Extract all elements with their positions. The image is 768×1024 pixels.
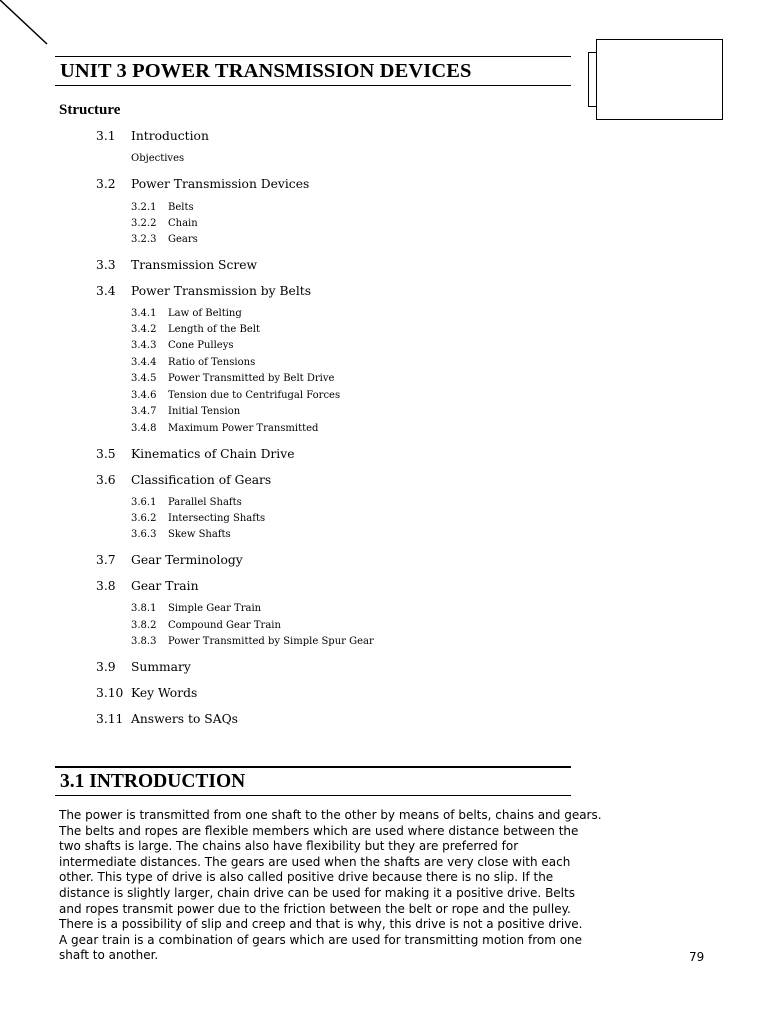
toc-subitem-label: Power Transmitted by Belt Drive	[168, 373, 335, 384]
unit-header	[55, 56, 571, 86]
toc-subitem-number: 3.4.1	[131, 308, 157, 319]
paragraph-line: A gear train is a combination of gears which are used for transmitting motion from one	[59, 932, 583, 947]
toc-subitem-label: Chain	[168, 218, 198, 229]
introduction-title: 3.1 INTRODUCTION	[60, 771, 246, 792]
toc-subitem-label: Power Transmitted by Simple Spur Gear	[168, 636, 374, 647]
toc-subitem-label: Skew Shafts	[168, 529, 231, 540]
toc-subitem-number: 3.8.1	[131, 603, 157, 614]
toc-item-label: Power Transmission by Belts	[131, 284, 312, 298]
paragraph-line: two shafts is large. The chains also have flexibility but they are preferred for	[59, 839, 519, 854]
toc-item-label: Introduction	[131, 129, 209, 143]
toc-subitem-number: 3.8.2	[131, 620, 157, 631]
paragraph-line: shaft to another.	[59, 948, 159, 963]
paragraph-line: There is a possibility of slip and creep and that is why, this drive is not a positive drive.	[59, 917, 583, 932]
toc-subitem-number: 3.4.3	[131, 340, 157, 351]
toc-item-label: Summary	[131, 660, 191, 674]
toc-subitem-label: Simple Gear Train	[168, 603, 262, 614]
introduction-header	[55, 766, 571, 796]
toc-item-number: 3.8	[96, 579, 116, 593]
toc-subitem-number: 3.2.3	[131, 234, 157, 245]
toc-item-number: 3.6	[96, 473, 116, 487]
toc-subitem-number: 3.8.3	[131, 636, 157, 647]
paragraph-line: The belts and ropes are flexible members which are used where distance between the	[59, 823, 579, 838]
toc-subitem-label: Tension due to Centrifugal Forces	[168, 390, 341, 401]
introduction-body	[59, 808, 602, 964]
toc-item-label: Answers to SAQs	[131, 712, 238, 726]
toc-item-number: 3.10	[96, 686, 124, 700]
toc-item-number: 3.2	[96, 177, 116, 191]
toc-item-number: 3.7	[96, 553, 116, 567]
toc-subitem-label: Initial Tension	[168, 406, 241, 417]
toc-subitem-label: Compound Gear Train	[168, 620, 281, 631]
toc-subitem-number: 3.4.8	[131, 423, 157, 434]
toc-subitem-number: 3.2.1	[131, 202, 157, 213]
paragraph-line: The power is transmitted from one shaft to the other by means of belts, chains and gears.	[59, 808, 602, 822]
toc-subitem-label: Cone Pulleys	[168, 340, 234, 351]
toc-subitem-number: 3.6.3	[131, 529, 157, 540]
unit-title: UNIT 3 POWER TRANSMISSION DEVICES	[60, 60, 472, 82]
toc-subitem-label: Law of Belting	[168, 308, 242, 319]
toc-item-number: 3.3	[96, 258, 116, 272]
toc-subitem-label: Length of the Belt	[168, 324, 260, 335]
toc-subitem-label: Ratio of Tensions	[168, 357, 256, 368]
toc-item-label: Gear Terminology	[131, 553, 243, 567]
toc-subitem-number: 3.4.7	[131, 406, 157, 417]
margin-box-tab	[588, 52, 596, 107]
toc-subitem-label: Parallel Shafts	[168, 497, 242, 508]
toc-item-label: Power Transmission Devices	[131, 177, 310, 191]
toc-item-number: 3.11	[96, 712, 124, 726]
toc-item-label: Gear Train	[131, 579, 199, 593]
toc-subitem-number: 3.4.5	[131, 373, 157, 384]
toc-subitem-label: Gears	[168, 234, 198, 245]
toc-subitem-number: 3.4.4	[131, 357, 157, 368]
page-number: 79	[689, 950, 705, 964]
paragraph-line: other. This type of drive is also called positive drive because there is no slip. If the	[59, 870, 554, 885]
toc-subitem-label: Maximum Power Transmitted	[168, 423, 319, 434]
margin-note-box	[596, 39, 723, 120]
paragraph-line: intermediate distances. The gears are used when the shafts are very close with each	[59, 854, 571, 869]
toc-subitem-label: Belts	[168, 202, 194, 213]
structure-heading: Structure	[59, 102, 121, 118]
paragraph-line: distance is slightly larger, chain drive can be used for making it a positive drive. Belts	[59, 885, 575, 900]
toc-item-label: Transmission Screw	[131, 258, 258, 272]
toc-item-number: 3.5	[96, 447, 116, 461]
toc-subitem-number: 3.6.2	[131, 513, 157, 524]
toc-item-number: 3.4	[96, 284, 116, 298]
toc-subitem-number: 3.4.2	[131, 324, 157, 335]
toc-item-number: 3.1	[96, 129, 116, 143]
toc-subitem-number: 3.6.1	[131, 497, 157, 508]
corner-diagonal-line	[0, 0, 60, 60]
toc-item-label: Kinematics of Chain Drive	[131, 447, 295, 461]
toc-item-label: Key Words	[131, 686, 198, 700]
toc-subitem-label: Intersecting Shafts	[168, 513, 266, 524]
toc-item-label: Classification of Gears	[131, 473, 272, 487]
toc-sub-note: Objectives	[131, 153, 185, 164]
toc-item-number: 3.9	[96, 660, 116, 674]
toc-subitem-number: 3.4.6	[131, 390, 157, 401]
paragraph-line: and ropes transmit power due to the friction between the belt or rope and the pulley.	[59, 901, 571, 916]
toc-subitem-number: 3.2.2	[131, 218, 157, 229]
